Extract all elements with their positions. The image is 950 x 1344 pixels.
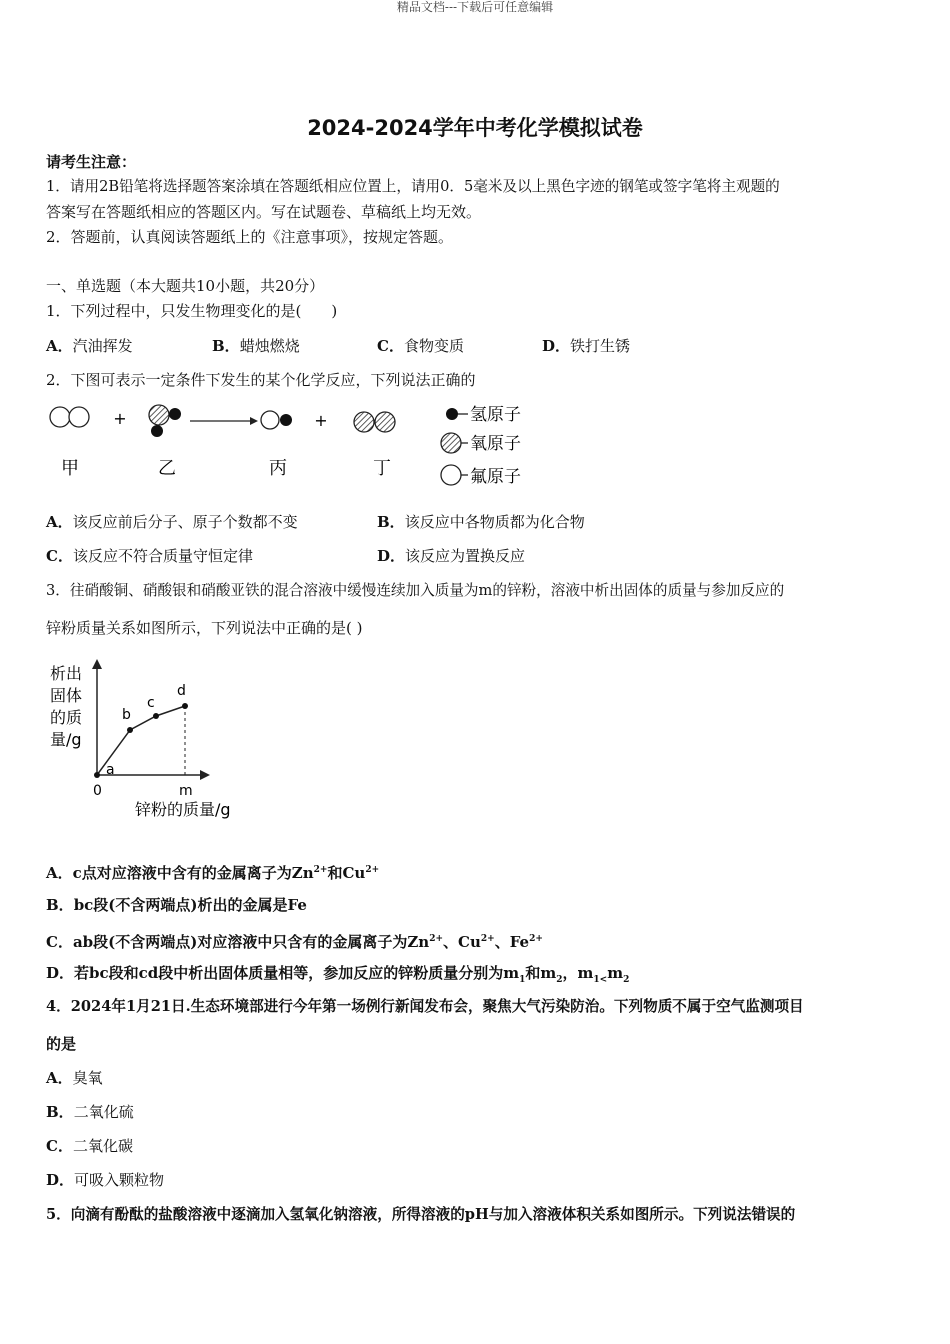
label-ding: 丁 [373,458,391,479]
q1-option-a[interactable]: A．汽油挥发 [46,337,133,355]
q2-option-a[interactable]: A．该反应前后分子、原子个数都不变 [46,513,298,531]
molecule-ding [354,412,395,432]
molecule-jia [50,407,89,427]
plus-sign-1: + [113,409,127,428]
molecule-bing [261,411,292,429]
reaction-arrow [190,417,258,425]
header-note: 精品文档---下载后可任意编辑 [396,0,554,14]
page-title: 2024-2024学年中考化学模拟试卷 [307,116,643,140]
y-label-line-1: 析出 [50,664,83,683]
point-d [182,703,188,709]
legend-fluorine [441,465,521,487]
q1-option-b[interactable]: B．蜡烛燃烧 [212,337,300,355]
y-label-line-3: 的质 [50,708,83,727]
q3-stem-line-1: 3．往硝酸铜、硝酸银和硝酸亚铁的混合溶液中缓慢连续加入质量为m的锌粉，溶液中析出固体的质量与参加反应的 [46,582,785,599]
notice-item-1-line-1: 1．请用2B铅笔将选择题答案涂填在答题纸相应位置上，请用0．5毫米及以上黑色字迹的钢笔或签字笔将主观题的 [46,178,780,195]
label-a: a [106,762,115,778]
point-c [153,713,159,719]
q2-option-c[interactable]: C．该反应不符合质量守恒定律 [46,547,253,565]
q4-stem-line-1: 4．2024年1月21日.生态环境部进行今年第一场例行新闻发布会，聚焦大气污染防治。下列物质不属于空气监测项目 [46,998,804,1015]
svg-text:氟原子: 氟原子 [470,467,521,487]
notice-item-2: 2．答题前，认真阅读答题纸上的《注意事项》，按规定答题。 [46,228,454,246]
q2-stem: 2．下图可表示一定条件下发生的某个化学反应，下列说法正确的 [46,371,476,389]
section-heading: 一、单选题（本大题共10小题，共20分） [46,277,325,295]
q2-option-d[interactable]: D．该反应为置换反应 [377,547,526,565]
point-b [127,727,133,733]
q3-option-c[interactable]: C．ab段(不含两端点)对应溶液中只含有的金属离子为$Zn^{2+}$、$Cu^{2+}$、$Fe^{2+}$ [46,933,543,951]
y-label-line-2: 固体 [50,686,83,705]
q1-option-d[interactable]: D．铁打生锈 [542,337,631,355]
reaction-diagram [40,396,560,496]
svg-text:氢原子: 氢原子 [470,405,521,425]
q2-option-b[interactable]: B．该反应中各物质都为化合物 [377,513,585,531]
q4-stem-line-2: 的是 [46,1035,77,1053]
label-c: c [147,695,155,711]
molecule-yi [149,405,181,437]
origin-label: 0 [93,783,102,799]
q3-stem-line-2: 锌粉质量关系如图所示，下列说法中正确的是( ) [46,619,363,637]
legend-oxygen [441,433,521,454]
q3-option-a[interactable]: A．c点对应溶液中含有的金属离子为$Zn^{2+}$和$Cu^{2+}$ [46,864,380,882]
q4-option-b[interactable]: B．二氧化硫 [46,1103,134,1121]
svg-text:氧原子: 氧原子 [470,434,521,454]
q3-option-d[interactable]: D．若bc段和cd段中析出固体质量相等，参加反应的锌粉质量分别为$m_1$和$m_2$，$m_{1<}m_2$ [46,964,630,985]
q5-stem-line-1: 5．向滴有酚酞的盐酸溶液中逐滴加入氢氧化钠溶液，所得溶液的pH与加入溶液体积关系如图所示。下列说法错误的 [46,1206,796,1223]
label-bing: 丙 [269,458,287,479]
q4-option-d[interactable]: D．可吸入颗粒物 [46,1171,165,1189]
x-axis-arrow-icon [200,770,210,780]
q4-option-a[interactable]: A．臭氧 [46,1069,103,1087]
label-jia: 甲 [61,458,79,479]
label-yi: 乙 [158,458,176,479]
notice-item-1-line-2: 答案写在答题纸相应的答题区内。写在试题卷、草稿纸上均无效。 [46,203,482,221]
notice-heading: 请考生注意： [46,153,137,171]
zinc-graph [40,655,260,825]
q3-option-b[interactable]: B．bc段(不含两端点)析出的金属是Fe [46,896,307,914]
label-b: b [122,707,131,723]
q1-stem: 1．下列过程中，只发生物理变化的是( ) [46,302,338,320]
y-label-line-4: 量/g [50,730,82,749]
point-a [94,772,100,778]
q4-option-c[interactable]: C．二氧化碳 [46,1137,133,1155]
m-label: m [179,783,193,799]
plus-sign-2: + [314,411,328,430]
y-axis-arrow-icon [92,659,102,669]
legend-hydrogen [446,405,521,425]
q1-option-c[interactable]: C．食物变质 [377,337,464,355]
label-d: d [177,683,186,699]
x-axis-label: 锌粉的质量/g [135,800,231,819]
